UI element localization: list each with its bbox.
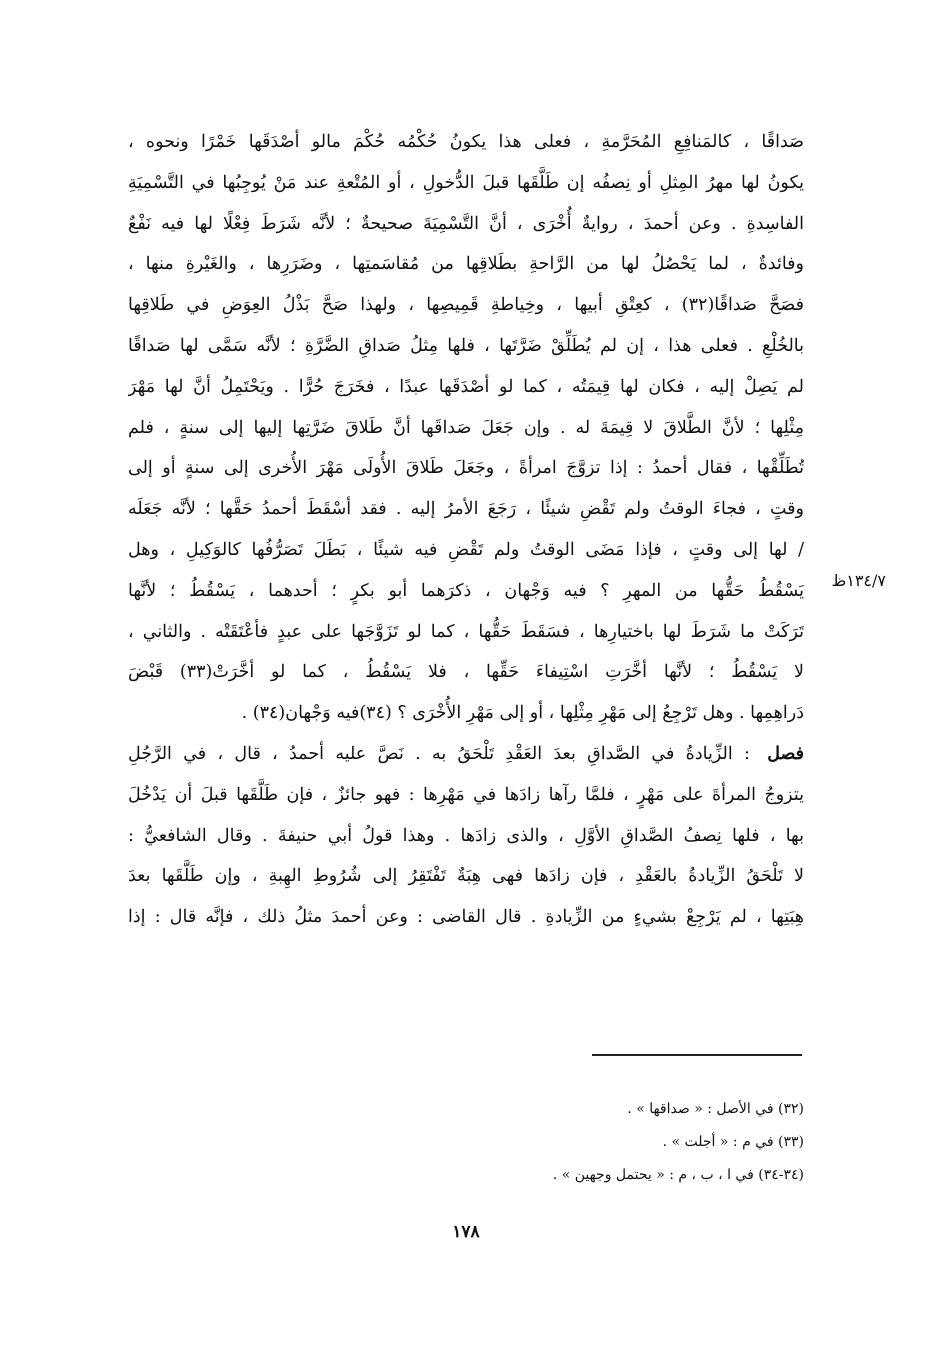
text-line: وقتٍ ، فجاءَ الوقتُ ولم تَقْضِ شيئًا ، رَجَعَ الأمرُ إليه . فقد أسْقَطَ أحمدُ حَقَّها ؛ لأنَّه جَعَلَه xyxy=(128,499,804,520)
text-line: لا تَلْحَقُ الزِّيادةُ بالعَقْدِ ، فإن زادَها فهى هِبَةٌ تَفْتَقِرُ إلى شُرُوطِ الهِبةِ ، وإن طَلَّقَها بعدَ xyxy=(128,866,804,887)
text-line: تَرَكَتْ ما شَرَطَ لها باختيارِها ، فسَقَطَ حَقُّها ، كما لو تَزَوَّجَها على عبدٍ فأعْتَقَتْه . والثاني ، xyxy=(128,621,804,642)
fasl-heading: فصل xyxy=(767,743,804,764)
footnote-divider xyxy=(592,1054,802,1056)
footnote-32: (٣٢) في الأصل : « صداقها » . xyxy=(627,1101,804,1117)
text-line: / لها إلى وقتٍ ، فإذا مَضَى الوقتُ ولم تَقْضِ فيه شيئًا ، بَطَلَ تَصَرُّفُها كالوَكِيلِ ، وهل xyxy=(128,539,804,560)
text-line: تُطَلِّقْها ، فقال أحمدُ : إذا تزوَّجَ امرأةً ، وجَعَلَ طَلاقَ الأُولَى مَهْرَ الأُخرى إلى سنةٍ أو إلى xyxy=(128,458,804,479)
fasl-first-line xyxy=(128,734,804,775)
text-line: بالخُلْعِ . فعلى هذا ، إن لم يُطَلِّقْ ضَرَّتَها ، فلها مِثلُ صَداقِ الضَّرَّةِ ؛ لأنَّه سَمَّى لها صَداقًا xyxy=(128,335,804,356)
folio-margin-note: ١٣٤/٧ظ xyxy=(831,571,886,590)
text-line: صَداقًا ، كالمَنافِعِ المُحَرَّمةِ ، فعلى هذا يكونُ حُكْمُه حُكْمَ مالو أصْدَقَها خَمْرًا ونحوه ، xyxy=(128,132,804,152)
text-line: لم يَصِلْ إليه ، فكان لها قِيمَتُه ، كما لو أصْدَقَها عبدًا ، فخَرَجَ حُرًّا . ويَحْتَمِلُ أنَّ لها مَهْرَ xyxy=(128,376,804,397)
footnote-34: (٣٤-٣٤) في ا ، ب ، م : « يحتمل وجهين » . xyxy=(552,1167,804,1183)
footnotes xyxy=(420,1093,804,1192)
main-text xyxy=(128,122,804,938)
text-line: الفاسِدةِ . وعن أحمدَ ، روايةٌ أُخْرَى ، أنَّ التَّسْمِيَةَ صحيحةٌ ؛ لأنَّه شَرَطَ فِعْلًا لها فيه نَفْعٌ xyxy=(128,213,804,234)
text-line: وفائدةٌ ، لما يَحْصُلُ لها من الرَّاحةِ بطَلاقِها من مُقاسَمتِها ، وضَرَرِها ، والغَيْرةِ منها ، xyxy=(128,254,804,275)
text-line: مِثْلِها ؛ لأنَّ الطَّلاقَ لا قِيمَةَ له . وإن جَعَلَ صَداقَها أنَّ طَلاقَ ضَرَّتِها إليها إلى سنةٍ ، فلم xyxy=(128,417,804,438)
text-line: لا يَسْقُطُ ؛ لأنَّها أخَّرَتِ اسْتِيفاءَ حَقِّها ، فلا يَسْقُطُ ، كما لو أخَّرَتْ(٣٣) قَبْضَ xyxy=(128,662,804,683)
text-line: دَراهِمِها . وهل تَرْجِعُ إلى مَهْرِ مِثْلِها ، أو إلى مَهْرِ الأُخْرَى ؟ (٣٤)فيه وَجْهان(٣٤) . xyxy=(241,703,804,724)
text-line: يكونُ لها مهرُ المِثلِ أو نِصفُه إن طَلَّقَها قبلَ الدُّخولِ ، أو المُتْعةِ عند مَنْ يُوجِبُها في التَّسْمِيَةِ xyxy=(128,172,804,193)
fasl-line-text: : الزِّيادةُ في الصَّداقِ بعدَ العَقْدِ تَلْحَقُ به . نَصَّ عليه أحمدُ ، قال ، في الرَّجُلِ xyxy=(128,743,750,764)
text-line: فصَحَّ صَداقًا(٣٢) ، كعِتْقِ أبيها ، وخِياطةِ قَمِيصِها ، ولهذا صَحَّ بَذْلُ العِوَضِ في طَلاقِها xyxy=(128,295,804,316)
text-line: يَسْقُطُ حَقُّها من المهرِ ؟ فيه وَجْهان ، ذكرَهما أبو بكرٍ ؛ أحدهما ، يَسْقُطُ ؛ لأنَّها xyxy=(128,580,804,601)
text-line: بها ، فلها نِصفُ الصَّداقِ الأوَّلِ ، والذى زادَها . وهذا قولُ أبي حنيفةَ . وقال الشافعيُّ : xyxy=(128,825,804,846)
text-line: يتزوجُ المرأةَ على مَهْرٍ ، فلمَّا رآها زادَها في مَهْرِها : فهو جائزٌ ، فإن طَلَّقَها قبلَ أن يَدْخُلَ xyxy=(128,784,804,805)
text-line: هِبَتِها ، لم يَرْجِعْ بشيءٍ من الزِّيادةِ . قال القاضى : وعن أحمدَ مثلُ ذلك ، فإنَّه قال : إذا xyxy=(128,907,804,928)
page-number: ١٧٨ xyxy=(452,1222,480,1242)
footnote-33: (٣٣) في م : « أجلت » . xyxy=(662,1134,804,1150)
